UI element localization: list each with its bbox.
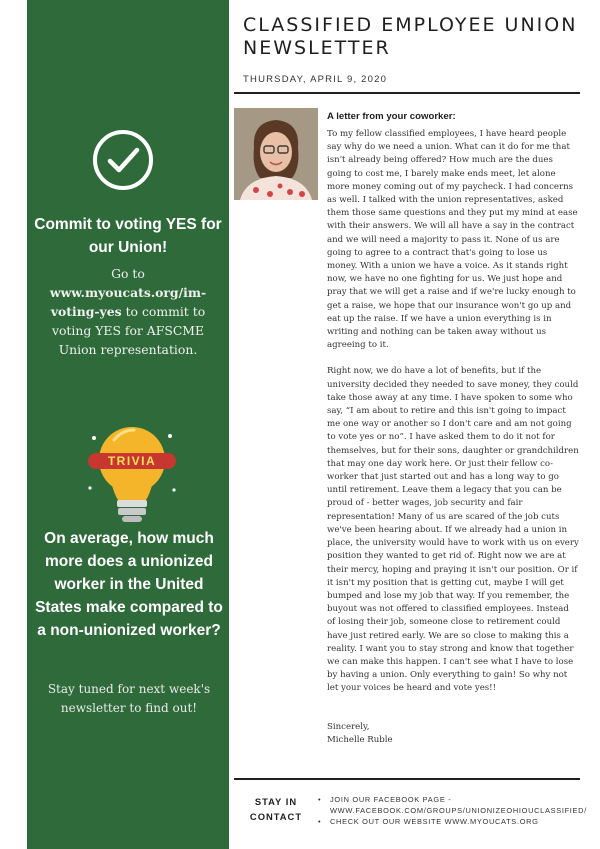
divider bbox=[234, 92, 580, 94]
contact-item-website[interactable]: • CHECK OUT OUR WEBSITE WWW.MYOUCATS.ORG bbox=[318, 816, 587, 827]
trivia-badge-text: TRIVIA bbox=[107, 454, 157, 468]
commit-go-to: Go to bbox=[111, 266, 145, 281]
newsletter-title: CLASSIFIED EMPLOYEE UNION NEWSLETTER bbox=[243, 14, 578, 59]
divider bbox=[234, 778, 580, 780]
letter-paragraph: Right now, we do have a lot of benefits, but if the university decided they needed to save money, they could take those away at any time. I have spoken to some who say, “I am about to retire and this isn't going to impact me one way or another so I don't care and am not going to vote yes or no”. I have asked them to do it not for themselves, but for their sons, daughter or grandchildren that may one day work here. Or just their fellow co-worker that just started out and has a long way to go until retirement. Leave them a legacy that you can be proud of - better wages, job security and fair representation! Many of us are scared of the job cuts we've been hearing about. If we already had a union in place, the university would have to work with us on every position they wanted to get rid of. Right now we are at their mercy, hoping and praying it isn't our position. Or if it isn't my position that is getting cut, maybe I will get bumped and lose my job that way. If you remember, the buyout was not offered to classified employees. Instead of losing their job, someone close to retirement could have just retired early. We are so close to making this a reality. I want you to stay strong and know that together we can make this happen. I can't see what I have to lose by having a union. Only everything to gain! So why not let your voices be heard and vote yes!! bbox=[327, 366, 579, 694]
contact-item-facebook: • JOIN OUR FACEBOOK PAGE - bbox=[318, 794, 587, 805]
letter-signature: Michelle Ruble bbox=[327, 735, 393, 746]
newsletter-date: THURSDAY, APRIL 9, 2020 bbox=[243, 74, 388, 85]
letter-body bbox=[327, 128, 579, 709]
facebook-link[interactable]: WWW.FACEBOOK.COM/GROUPS/UNIONIZEOHIOUCLASSIFIED/ bbox=[330, 806, 587, 815]
trivia-tease: Stay tuned for next week's newsletter to find out! bbox=[47, 682, 211, 715]
commit-body bbox=[35, 264, 221, 359]
commit-url-link[interactable]: www.myoucats.org/im-voting-yes bbox=[49, 285, 207, 319]
letter-signoff: Sincerely, bbox=[327, 722, 370, 732]
letter-signoff-block bbox=[327, 721, 393, 747]
contact-list bbox=[318, 794, 587, 827]
commit-heading: Commit to voting YES for our Union! bbox=[34, 216, 222, 256]
checkmark-circle-icon bbox=[91, 128, 155, 192]
trivia-question: On average, how much more does a unionized worker in the United States make compared to a non-unionized worker? bbox=[35, 530, 223, 639]
author-photo bbox=[234, 108, 318, 200]
letter-paragraph: To my fellow classified employees, I have heard people say why do we need a union. What can it do for me that isn't already being offered? How much are the dues going to cost me, I barely make ends meet, let alone more money coming out of my paycheck. I had concerns as well. I talked with the union representatives, asked them those same questions and they put my mind at ease with their answers. We will all have a say in the contract and we will need a majority to pass it. None of us are going to agree to a contract that's going to lose us money. With a union we have a voice. As it stands right now, we have no one fighting for us. We just hope and pray that we will get a raise and if we're lucky enough to get a raise, we hope that our insurance won't go up and eat up the raise. If we have a union everything is in writing and nothing can be taken away without us agreeing to it. bbox=[327, 129, 578, 351]
lightbulb-icon bbox=[84, 420, 180, 530]
commit-body-rest: to commit to voting YES for AFSCME Union representation. bbox=[51, 304, 206, 357]
sidebar bbox=[27, 0, 229, 849]
stay-in-contact-label: STAY IN CONTACT bbox=[249, 796, 303, 822]
letter-heading: A letter from your coworker: bbox=[327, 111, 456, 122]
